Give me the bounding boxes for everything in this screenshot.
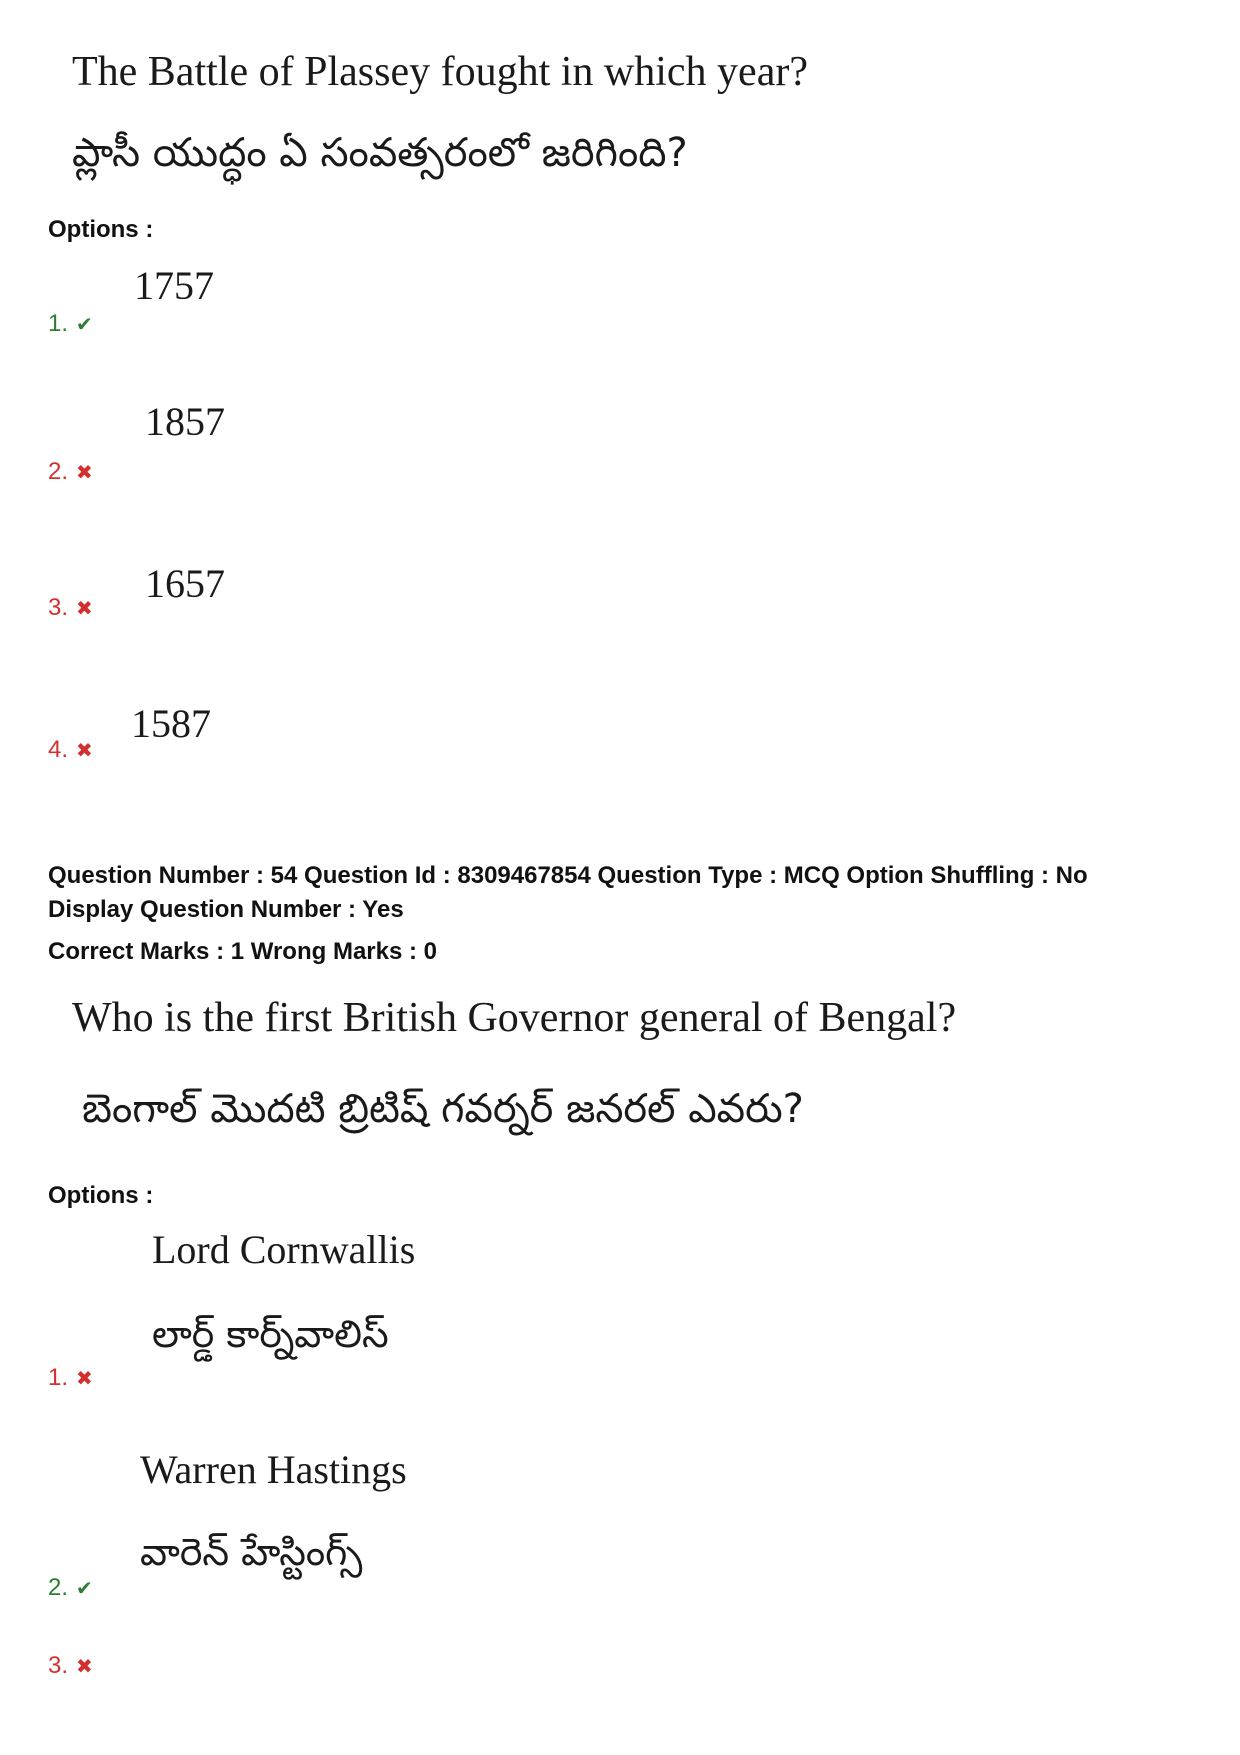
option-value-te: లార్డ్ కార్న్‌వాలిస్ (152, 1312, 389, 1356)
cross-icon: ✖ (76, 598, 93, 620)
options-label: Options : (48, 1182, 154, 1209)
option-number-label: 1. (48, 310, 69, 337)
question-text-en: The Battle of Plassey fought in which year? (72, 49, 808, 95)
option-value: 1757 (134, 263, 214, 308)
marks-line: Correct Marks : 1 Wrong Marks : 0 (48, 938, 438, 965)
check-icon: ✔ (76, 1578, 93, 1600)
option-number (48, 458, 93, 486)
question-text-en: Who is the first British Governor general of Bengal? (72, 995, 957, 1041)
option-number-label: 2. (48, 1574, 69, 1601)
cross-icon: ✖ (76, 462, 93, 484)
question-meta-line: Question Number : 54 Question Id : 8309467854 Question Type : MCQ Option Shuffling : No (48, 862, 1088, 889)
check-icon: ✔ (76, 314, 93, 336)
option-value-en: Lord Cornwallis (152, 1227, 416, 1272)
option-value: 1587 (131, 701, 211, 746)
option-value-te: వారెన్ హేస్టింగ్స్ (140, 1530, 363, 1574)
option-number (48, 736, 93, 764)
option-number (48, 594, 93, 622)
option-value: 1857 (145, 399, 225, 444)
question-meta-line: Display Question Number : Yes (48, 896, 404, 923)
question-text-te: ప్లాసీ యుద్ధం ఏ సంవత్సరంలో జరిగింది? (72, 130, 688, 176)
option-value-en: Warren Hastings (140, 1447, 407, 1492)
option-number-label: 2. (48, 458, 69, 485)
option-number-label: 1. (48, 1364, 69, 1391)
option-number (48, 1652, 93, 1680)
option-value: 1657 (145, 561, 225, 606)
option-number (48, 310, 93, 338)
cross-icon: ✖ (76, 1368, 93, 1390)
option-number-label: 3. (48, 1652, 69, 1679)
cross-icon: ✖ (76, 740, 93, 762)
option-number-label: 4. (48, 736, 69, 763)
option-number-label: 3. (48, 594, 69, 621)
option-number (48, 1364, 93, 1392)
cross-icon: ✖ (76, 1656, 93, 1678)
options-label: Options : (48, 216, 154, 243)
question-text-te: బెంగాల్ మొదటి బ్రిటిష్ గవర్నర్ జనరల్ ఎవరు? (82, 1086, 804, 1132)
option-number (48, 1574, 93, 1602)
